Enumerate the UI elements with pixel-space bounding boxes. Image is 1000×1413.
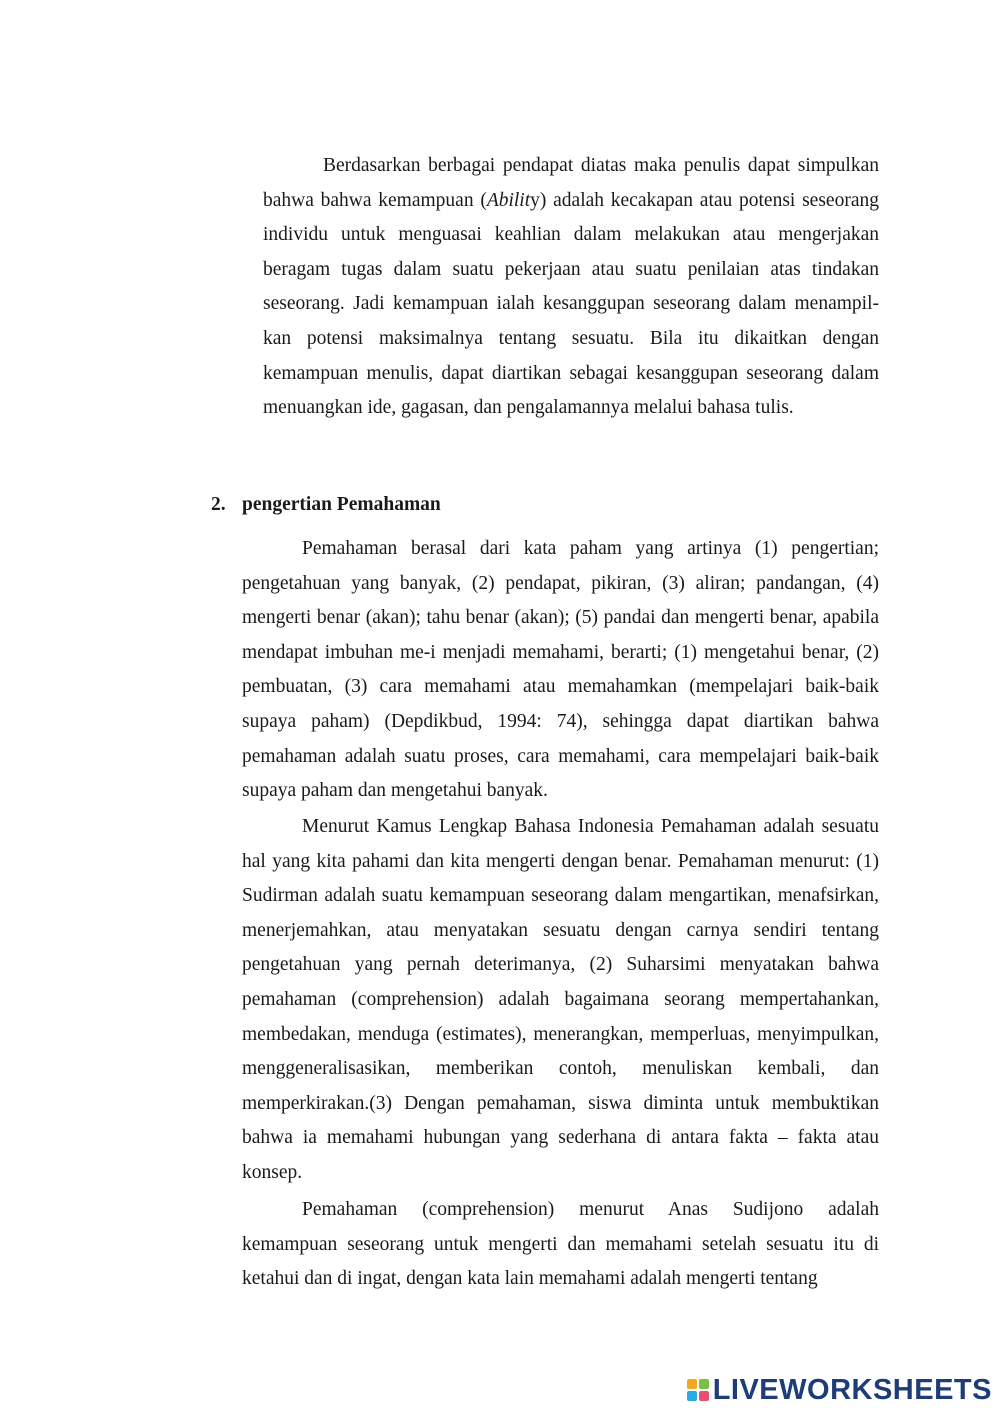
paragraph-2-text: Pemahaman berasal dari kata paham yang artinya (1) pengertian; pengetahuan yang banyak, (2) pendapat, pikiran, (3) aliran; pandangan, (4) mengerti benar (akan); tahu benar (akan); (5) pandai dan mengerti benar, apabila mendapat imbuhan me-i menjadi memahami, berarti; (1) mengetahui benar, (2) pembuatan, (3) cara memahami atau memahamkan (mempelajari baik-baik supaya paham) (Depdikbud, 1994: 74), sehingga dapat diartikan bahwa pemahaman adalah suatu proses, cara memahami, cara mempelajari baik-baik supaya paham dan mengetahui banyak. xyxy=(242,538,879,802)
logo-square-3 xyxy=(687,1391,697,1401)
watermark-text: LIVEWORKSHEETS xyxy=(712,1374,992,1406)
section-title: pengertian Pemahaman xyxy=(242,494,441,515)
paragraph-3-text: Menurut Kamus Lengkap Bahasa Indonesia Pemahaman adalah sesuatu hal yang kita pahami dan kita mengerti dengan benar. Pemahaman menurut: (1) Sudirman adalah suatu kemampuan seseorang dalam mengartikan, menafsirkan, menerjemahkan, atau menyatakan sesuatu dengan carnya sendiri tentang pengetahuan yang pernah deterimanya, (2) Suharsimi menyatakan bahwa pemahaman (comprehension) adalah bagaimana seorang mempertahankan, membedakan, menduga (estimates), menerangkan, memperluas, menyimpulkan, menggeneralisasikan, memberikan contoh, menuliskan kembali, dan memperkirakan.(3) Dengan pemahaman, siswa diminta untuk membuktikan bahwa ia memahami hubungan yang sederhana di antara fakta – fakta atau konsep. xyxy=(242,816,879,1183)
logo-square-1 xyxy=(687,1379,697,1389)
ability-italic-term: Abilit xyxy=(486,189,531,211)
paragraph-1-text-end: y) adalah kecakapan atau potensi seseorang individu untuk menguasai keahlian dalam melakukan atau mengerjakan beragam tugas dalam suatu pekerjaan atau suatu penilaian atas tindakan seseorang. Jadi kemampuan ialah kesanggupan seseorang dalam menampil-kan potensi maksimalnya tentang sesuatu. Bila itu dikaitkan dengan kemampuan menulis, dapat diartikan sebagai kesanggupan seseorang dalam menuangkan ide, gagasan, dan pengalamannya melalui bahasa tulis. xyxy=(263,189,879,419)
paragraph-ability-conclusion xyxy=(263,149,879,426)
logo-square-2 xyxy=(699,1379,709,1389)
section-number: 2. xyxy=(211,494,226,515)
paragraph-kamus-definition xyxy=(242,810,879,1191)
section-heading xyxy=(211,488,441,522)
logo-square-4 xyxy=(699,1391,709,1401)
paragraph-pemahaman-definition xyxy=(242,532,879,809)
liveworksheets-watermark xyxy=(687,1373,992,1407)
paragraph-anas-sudijono xyxy=(242,1193,879,1297)
liveworksheets-logo-icon xyxy=(687,1379,709,1401)
paragraph-4-text: Pemahaman (comprehension) menurut Anas Sudijono adalah kemampuan seseorang untuk mengerti dan memahami setelah sesuatu itu di ketahui dan di ingat, dengan kata lain memahami adalah mengerti tentang xyxy=(242,1199,879,1290)
paragraph-1-text-start: Berdasarkan berbagai pendapat diatas maka penulis dapat simpulkan bahwa bahwa kemampuan ( xyxy=(263,155,879,211)
